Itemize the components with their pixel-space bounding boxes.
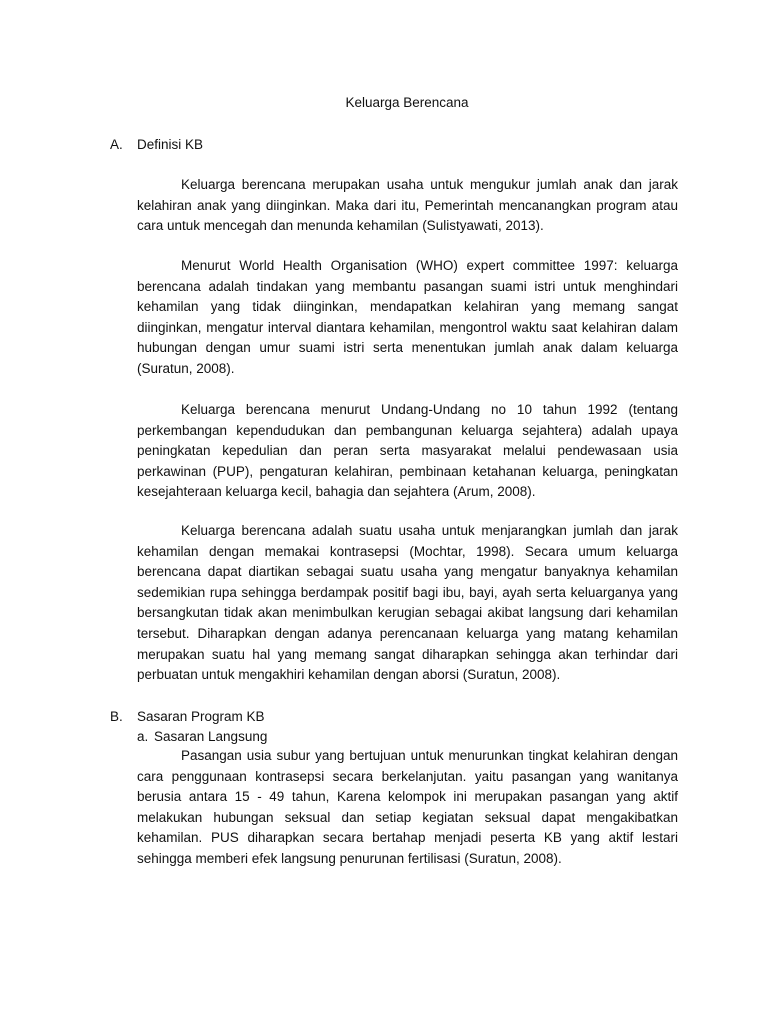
section-letter: A.: [110, 137, 123, 152]
section-heading-text: Sasaran Program KB: [137, 709, 265, 724]
section-heading-definisi: [110, 134, 203, 155]
subsection-heading-sasaran-langsung: [137, 726, 267, 747]
paragraph: Keluarga berencana adalah suatu usaha untuk menjarangkan jumlah dan jarak kehamilan dengan memakai kontrasepsi (Mochtar, 1998). Secara umum keluarga berencana dapat diartikan sebagai suatu usaha yang mengatur banyaknya kehamilan sedemikian rupa sehingga berdampak positif bagi ibu, bayi, ayah serta keluarganya yang bersangkutan tidak akan menimbulkan kerugian sebagai akibat langsung dari kehamilan tersebut. Diharapkan dengan adanya perencanaan keluarga yang matang kehamilan merupakan suatu hal yang memang sangat diharapkan sehingga akan terhindar dari perbuatan untuk mengakhiri kehamilan dengan aborsi (Suratun, 2008).: [137, 523, 678, 683]
section-letter: B.: [110, 709, 123, 724]
document-title: Keluarga Berencana: [345, 95, 469, 110]
section-heading-sasaran: [110, 706, 265, 727]
subsection-letter: a.: [137, 729, 149, 744]
subsection-heading-text: Sasaran Langsung: [154, 729, 268, 744]
paragraph: Keluarga berencana merupakan usaha untuk mengukur jumlah anak dan jarak kelahiran anak yang diinginkan. Maka dari itu, Pemerintah mencanangkan program atau cara untuk mencegah dan menunda kehamilan (Sulistyawati, 2013).: [137, 177, 678, 234]
paragraph: Menurut World Health Organisation (WHO) expert committee 1997: keluarga berencana adalah tindakan yang membantu pasangan suami istri untuk menghindari kehamilan yang tidak diinginkan, mendapatkan kelahiran yang memang sangat diinginkan, mengatur interval diantara kehamilan, mengontrol waktu saat kelahiran dalam hubungan dengan umur suami istri serta menentukan jumlah anak dalam keluarga (Suratun, 2008).: [137, 258, 678, 376]
paragraph: Pasangan usia subur yang bertujuan untuk menurunkan tingkat kelahiran dengan cara penggunaan kontrasepsi secara berkelanjutan. yaitu pasangan yang wanitanya berusia antara 15 - 49 tahun, Karena kelompok ini merupakan pasangan yang aktif melakukan hubungan seksual dan setiap kegiatan seksual dapat mengakibatkan kehamilan. PUS diharapkan secara bertahap menjadi peserta KB yang aktif lestari sehingga memberi efek langsung penurunan fertilisasi (Suratun, 2008).: [137, 748, 678, 866]
section-heading-text: Definisi KB: [137, 137, 204, 152]
paragraph: Keluarga berencana menurut Undang-Undang no 10 tahun 1992 (tentang perkembangan kependudukan dan pembangunan keluarga sejahtera) adalah upaya peningkatan kepedulian dan peran serta masyarakat melalui pendewasaan usia perkawinan (PUP), pengaturan kelahiran, pembinaan ketahanan keluarga, peningkatan kesejahteraan keluarga kecil, bahagia dan sejahtera (Arum, 2008).: [137, 402, 678, 500]
